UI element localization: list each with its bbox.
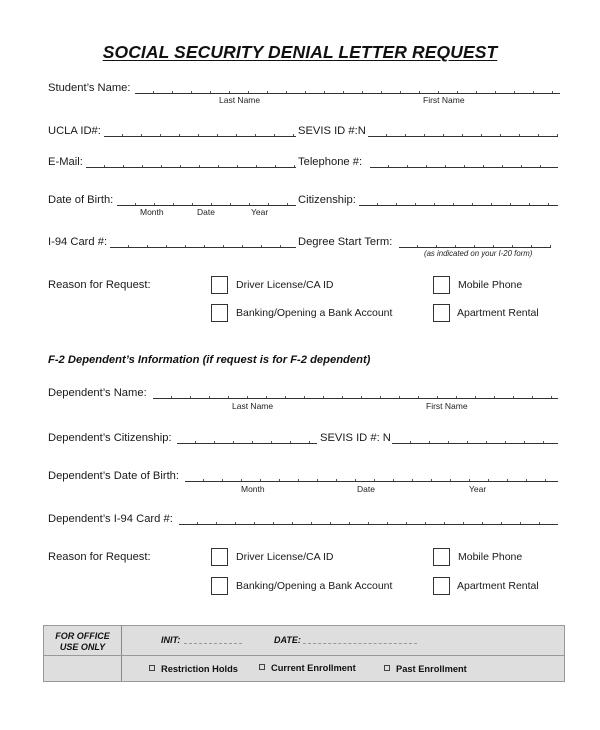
citizenship-label: Citizenship: — [298, 194, 356, 206]
dependent-reason-apartment-checkbox[interactable] — [433, 577, 450, 595]
dependent-i94-label: Dependent’s I-94 Card #: — [48, 513, 173, 525]
student-reason-mobile-phone-checkbox[interactable] — [433, 276, 450, 294]
student-first-name-caption: First Name — [423, 95, 465, 105]
student-name-label: Student’s Name: — [48, 82, 131, 94]
dob-field[interactable] — [117, 200, 296, 206]
dependent-i94-field[interactable] — [179, 519, 558, 525]
dependent-reason-apartment-label: Apartment Rental — [457, 580, 539, 592]
dependent-reason-mobile-phone-checkbox[interactable] — [433, 548, 450, 566]
student-reason-label: Reason for Request: — [48, 279, 151, 291]
dependent-name-label: Dependent’s Name: — [48, 387, 147, 399]
dependent-first-name-caption: First Name — [426, 401, 468, 411]
dependent-reason-mobile-phone-label: Mobile Phone — [458, 551, 523, 563]
office-horizontal-divider — [44, 655, 564, 656]
email-field[interactable] — [86, 162, 296, 168]
degree-start-label: Degree Start Term: — [298, 236, 393, 248]
dependent-reason-banking-label: Banking/Opening a Bank Account — [236, 580, 393, 592]
page-title: SOCIAL SECURITY DENIAL LETTER REQUEST — [102, 42, 498, 62]
office-use-heading — [44, 631, 121, 653]
dependent-last-name-caption: Last Name — [232, 401, 274, 411]
dependent-name-field[interactable] — [153, 393, 558, 399]
office-heading-line1: FOR OFFICE — [55, 631, 110, 641]
i94-field[interactable] — [110, 242, 296, 248]
office-date-field[interactable] — [303, 643, 417, 644]
telephone-field[interactable] — [370, 162, 558, 168]
student-reason-driver-license-label: Driver License/CA ID — [236, 279, 334, 291]
student-last-name-caption: Last Name — [219, 95, 261, 105]
dependent-dob-field[interactable] — [185, 476, 558, 482]
citizenship-field[interactable] — [359, 200, 558, 206]
email-label: E-Mail: — [48, 156, 83, 168]
checkbox-icon — [259, 664, 265, 670]
student-reason-banking-checkbox[interactable] — [211, 304, 228, 322]
degree-start-field[interactable] — [399, 242, 551, 248]
dependent-reason-banking-checkbox[interactable] — [211, 577, 228, 595]
dob-label: Date of Birth: — [48, 194, 114, 206]
dependent-dob-year-caption: Year — [469, 484, 487, 494]
ucla-id-label: UCLA ID#: — [48, 125, 101, 137]
office-init-label: INIT: — [161, 635, 181, 645]
office-use-box — [43, 625, 565, 682]
dob-year-caption: Year — [251, 207, 269, 217]
office-option-past-enrollment[interactable] — [384, 664, 467, 674]
dependent-citizenship-label: Dependent’s Citizenship: — [48, 432, 172, 444]
i94-label: I-94 Card #: — [48, 236, 108, 248]
office-option-current-enrollment[interactable] — [259, 663, 356, 673]
dependent-section-title: F-2 Dependent’s Information (if request is for F-2 dependent) — [48, 354, 371, 366]
student-name-field[interactable] — [135, 88, 560, 94]
office-date-label: DATE: — [274, 635, 301, 645]
office-vertical-divider — [121, 626, 122, 681]
dependent-reason-driver-license-checkbox[interactable] — [211, 548, 228, 566]
dependent-dob-month-caption: Month — [241, 484, 265, 494]
ucla-id-field[interactable] — [104, 131, 296, 137]
telephone-label: Telephone #: — [298, 156, 363, 168]
student-reason-mobile-phone-label: Mobile Phone — [458, 279, 523, 291]
dob-date-caption: Date — [197, 207, 215, 217]
office-option-label: Restriction Holds — [161, 664, 238, 674]
dependent-reason-label: Reason for Request: — [48, 551, 151, 563]
sevis-id-label: SEVIS ID #:N — [298, 125, 366, 137]
dependent-sevis-id-label: SEVIS ID #: N — [320, 432, 391, 444]
dependent-reason-driver-license-label: Driver License/CA ID — [236, 551, 334, 563]
student-reason-driver-license-checkbox[interactable] — [211, 276, 228, 294]
dependent-dob-date-caption: Date — [357, 484, 375, 494]
office-heading-line2: USE ONLY — [59, 642, 106, 652]
student-reason-banking-label: Banking/Opening a Bank Account — [236, 307, 393, 319]
degree-start-note: (as indicated on your I-20 form) — [424, 249, 533, 258]
checkbox-icon — [384, 665, 390, 671]
dependent-dob-label: Dependent’s Date of Birth: — [48, 470, 180, 482]
dependent-citizenship-field[interactable] — [177, 438, 317, 444]
office-init-field[interactable] — [184, 643, 242, 644]
sevis-id-field[interactable] — [368, 131, 558, 137]
student-reason-apartment-label: Apartment Rental — [457, 307, 539, 319]
office-option-restriction-holds[interactable] — [149, 664, 238, 674]
dob-month-caption: Month — [140, 207, 164, 217]
dependent-sevis-id-field[interactable] — [392, 438, 558, 444]
student-reason-apartment-checkbox[interactable] — [433, 304, 450, 322]
office-option-label: Past Enrollment — [396, 664, 467, 674]
office-option-label: Current Enrollment — [271, 663, 356, 673]
checkbox-icon — [149, 665, 155, 671]
